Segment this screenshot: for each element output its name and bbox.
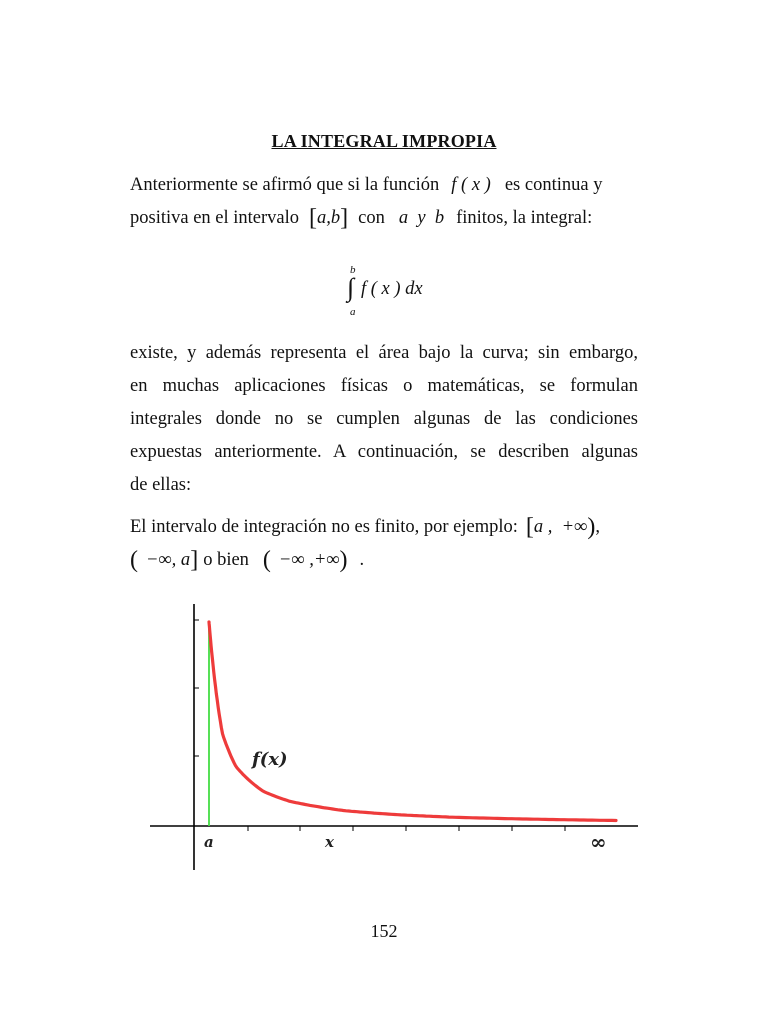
math-interval-a-inf: a , +∞ bbox=[533, 517, 588, 537]
intro-text-2: positiva en el intervalo bbox=[130, 208, 300, 228]
integral-sign: ∫ bbox=[347, 273, 355, 302]
math-a-y-b: a y b bbox=[398, 208, 445, 228]
integral-expression: f ( x ) dx bbox=[361, 279, 423, 299]
integral-lower-limit: a bbox=[350, 306, 356, 318]
conditions-line-5: de ellas: bbox=[130, 475, 192, 495]
conditions-line-2: en muchas aplicaciones físicas o matemáticas, se formulan bbox=[130, 376, 638, 396]
math-interval-neginf-a: −∞, a bbox=[146, 550, 191, 570]
math-fx: f ( x ) bbox=[451, 175, 491, 195]
infinite-line-2: ( −∞, a] o bien ( −∞ ,+∞) . bbox=[130, 547, 365, 573]
intro-text-1: Anteriormente se afirmó que si la función bbox=[130, 175, 440, 195]
intro-line-2: positiva en el intervalo [a,b] con a y b finitos, la integral: bbox=[130, 205, 593, 231]
math-interval-ab: a,b bbox=[317, 208, 341, 228]
x-tick-label-infinity: ∞ bbox=[590, 830, 607, 854]
conditions-line-3: integrales donde no se cumplen algunas de las condiciones bbox=[130, 409, 638, 429]
fx-curve bbox=[209, 622, 616, 821]
intro-text-con: con bbox=[358, 208, 385, 228]
math-interval-neginf-posinf: −∞ ,+∞ bbox=[278, 550, 340, 570]
conditions-line-1: existe, y además representa el área bajo la curva; sin embargo, bbox=[130, 343, 638, 363]
integral-upper-limit: b bbox=[350, 264, 356, 276]
curve-label: f(x) bbox=[252, 749, 288, 770]
conditions-line-4: expuestas anteriormente. A continuación, se describen algunas bbox=[130, 442, 638, 462]
x-tick-label-a: a bbox=[204, 833, 214, 851]
x-axis-label: x bbox=[325, 833, 334, 851]
intro-text-2-end: finitos, la integral: bbox=[456, 208, 593, 228]
infinite-text-1: El intervalo de integración no es finito, por ejemplo: bbox=[130, 517, 518, 537]
infinite-period: . bbox=[359, 550, 365, 570]
page-number: 152 bbox=[370, 921, 398, 941]
infinite-text-obien: o bien bbox=[203, 550, 249, 570]
infinite-line-1: El intervalo de integración no es finito, por ejemplo: [a , +∞), bbox=[130, 514, 600, 540]
page-title: LA INTEGRAL IMPROPIA bbox=[271, 131, 497, 151]
intro-text-1-end: es continua y bbox=[504, 175, 603, 195]
infinite-comma: , bbox=[595, 517, 600, 537]
